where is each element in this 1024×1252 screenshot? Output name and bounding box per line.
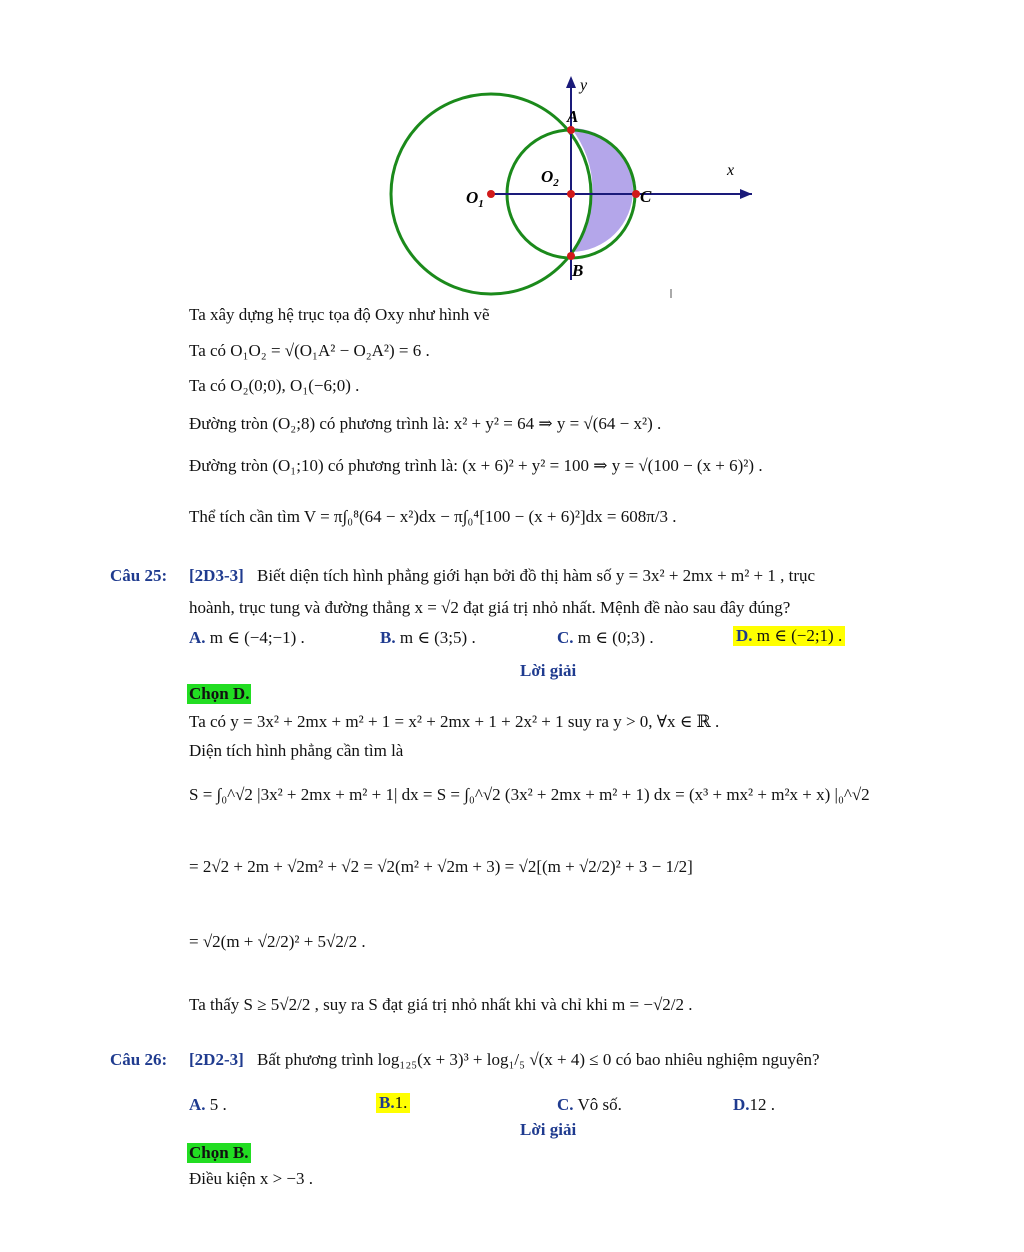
option-letter: A. (189, 1095, 206, 1114)
q26-sol-1: Điều kiện x > −3 . (189, 1169, 313, 1188)
q26-option-d[interactable] (733, 1095, 775, 1115)
q25-sol-6: Ta thấy S ≥ 5√2/2 , suy ra S đạt giá trị nhỏ nhất khi và chỉ khi m = −√2/2 . (189, 995, 693, 1014)
q25-label: Câu 25: (110, 566, 168, 585)
point-o1 (487, 190, 495, 198)
q26-solution-title: Lời giải (520, 1120, 577, 1139)
y-axis-arrow (566, 76, 576, 88)
q26-option-c[interactable] (557, 1095, 622, 1115)
x-axis-arrow (740, 189, 752, 199)
option-letter: B. (379, 1093, 395, 1112)
q26-option-b[interactable] (376, 1093, 410, 1113)
prev-line-4: Đường tròn (O₂;8) có phương trình là: x² + y² = 64 ⇒ y = √(64 − x²) . (189, 414, 662, 433)
label-c: C (640, 187, 652, 206)
q25-sol-1: Ta có y = 3x² + 2mx + m² + 1 = x² + 2mx + 1 + 2x² + 1 suy ra y > 0, ∀x ∈ ℝ . (189, 712, 720, 731)
geometry-figure (0, 0, 1024, 310)
prev-line-1: Ta xây dựng hệ trục tọa độ Oxy như hình vẽ (189, 305, 490, 324)
label-o2: $O_2$ (541, 167, 559, 189)
option-text: m ∈ (3;5) . (399, 628, 476, 647)
q26-choice: Chọn B. (189, 1143, 249, 1162)
q25-code: [2D3-3] (189, 566, 244, 585)
label-x: x (727, 162, 735, 179)
option-letter: C. (557, 628, 574, 647)
option-text: Vô số. (577, 1095, 622, 1114)
point-o2 (567, 190, 575, 198)
option-letter: A. (189, 628, 206, 647)
q26-text: Bất phương trình log₁₂₅(x + 3)³ + log₁/₅ √(x + 4) ≤ 0 có bao nhiêu nghiệm nguyên? (257, 1050, 820, 1069)
option-text: 1. (394, 1093, 408, 1112)
point-b (567, 252, 575, 260)
prev-line-2: Ta có O₁O₂ = √(O₁A² − O₂A²) = 6 . (189, 341, 430, 360)
q26-code: [2D2-3] (189, 1050, 244, 1069)
label-y: y (580, 77, 588, 94)
q25-sol-3: S = ∫₀^√2 |3x² + 2mx + m² + 1| dx = S = ∫₀^√2 (3x² + 2mx + m² + 1) dx = (x³ + mx² + m²x + x) |₀^√2 (189, 785, 870, 804)
q25-sol-4: = 2√2 + 2m + √2m² + √2 = √2(m² + √2m + 3) = √2[(m + √2/2)² + 3 − 1/2] (189, 857, 693, 876)
option-letter: C. (557, 1095, 574, 1114)
prev-line-6: Thể tích cần tìm V = π∫₀⁸(64 − x²)dx − π∫₀⁴[100 − (x + 6)²]dx = 608π/3 . (189, 507, 677, 526)
option-text: m ∈ (−4;−1) . (209, 628, 305, 647)
label-b: B (572, 261, 584, 280)
option-letter: B. (380, 628, 396, 647)
q25-choice: Chọn D. (189, 684, 250, 703)
q25-text-2: hoành, trục tung và đường thẳng x = √2 đạt giá trị nhỏ nhất. Mệnh đề nào sau đây đúng? (189, 598, 791, 617)
q25-option-a[interactable] (189, 628, 305, 648)
q25-text-1: Biết diện tích hình phẳng giới hạn bởi đồ thị hàm số y = 3x² + 2mx + m² + 1 , trục (257, 566, 816, 585)
q25-sol-5: = √2(m + √2/2)² + 5√2/2 . (189, 932, 366, 951)
point-a (567, 126, 575, 134)
q25-option-c[interactable] (557, 628, 654, 648)
q26-label: Câu 26: (110, 1050, 168, 1069)
option-text: m ∈ (−2;1) . (756, 626, 843, 645)
option-text: m ∈ (0;3) . (577, 628, 654, 647)
q25-solution-title: Lời giải (520, 661, 577, 680)
prev-line-5: Đường tròn (O₁;10) có phương trình là: (x + 6)² + y² = 100 ⇒ y = √(100 − (x + 6)²) . (189, 456, 763, 475)
option-text: 12 . (749, 1095, 776, 1114)
point-c (632, 190, 640, 198)
q25-option-d[interactable] (733, 626, 845, 646)
label-a: A (567, 107, 579, 126)
q26-option-a[interactable] (189, 1095, 227, 1115)
label-o1: $O_1$ (466, 188, 484, 210)
option-letter: D. (736, 626, 753, 645)
option-letter: D. (733, 1095, 750, 1114)
prev-line-3: Ta có O₂(0;0), O₁(−6;0) . (189, 376, 360, 395)
option-text: 5 . (209, 1095, 227, 1114)
q25-sol-2: Diện tích hình phẳng cần tìm là (189, 741, 404, 760)
q25-option-b[interactable] (380, 628, 476, 648)
